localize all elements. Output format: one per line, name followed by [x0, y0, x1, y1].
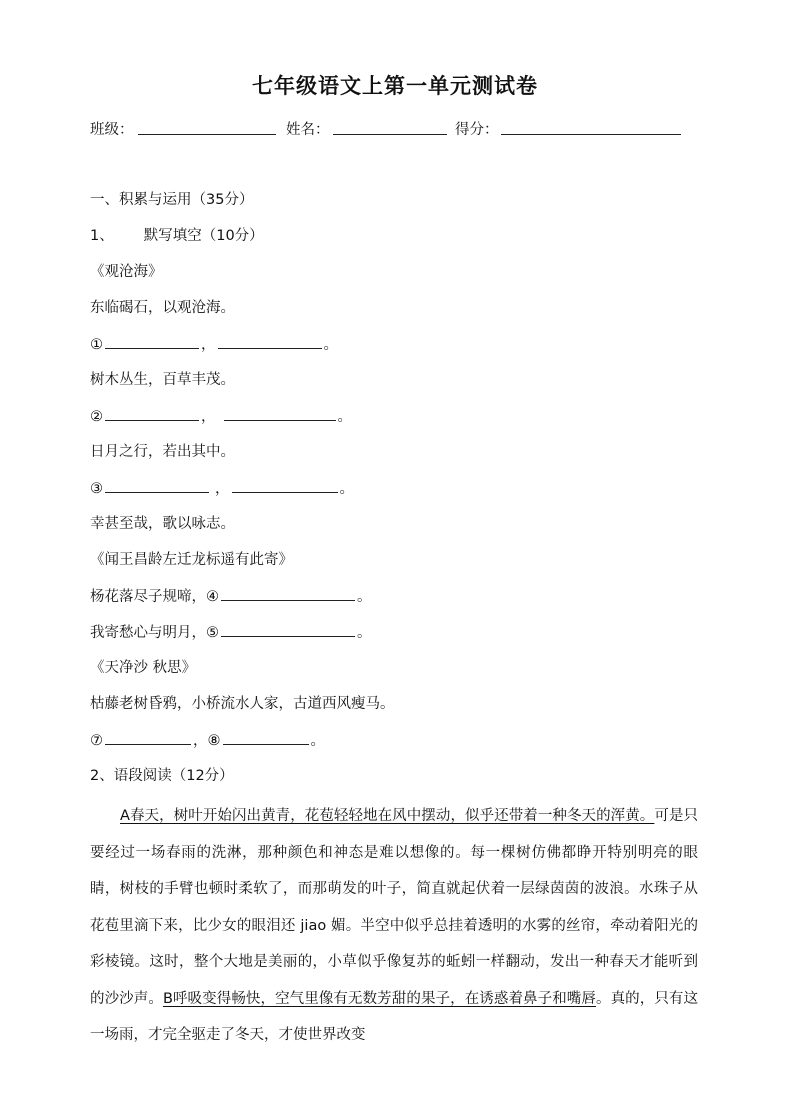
period: 。 [337, 409, 352, 425]
student-info-row [90, 118, 710, 138]
underlined-sentence-a: A春天，树叶开始闪出黄青，花苞轻轻地在风中摆动，似乎还带着一种冬天的浑黄。 [120, 808, 655, 824]
blank-field[interactable] [105, 406, 199, 421]
blank-marker: ⑧ [207, 733, 221, 749]
blank-field[interactable] [221, 586, 355, 601]
blank-marker: ③ [90, 481, 103, 497]
blank-field[interactable] [224, 406, 336, 421]
comma: ， [215, 481, 230, 497]
comma: ， [193, 733, 208, 749]
poem-line: 杨花落尽子规啼，④ [90, 589, 219, 605]
poem-title: 《观沧海》 [90, 264, 163, 280]
period: 。 [323, 337, 338, 353]
reading-passage [90, 798, 698, 1054]
comma: ， [201, 337, 216, 353]
period: 。 [357, 625, 372, 641]
section-heading: 一、积累与运用（35分） [90, 192, 254, 208]
poem-line: 我寄愁心与明月，⑤ [90, 625, 219, 641]
period: 。 [339, 481, 354, 497]
poem-line: 枯藤老树昏鸦，小桥流水人家，古道西风瘦马。 [90, 696, 395, 712]
question-1-heading [90, 226, 264, 246]
blank-field[interactable] [105, 334, 199, 349]
name-field[interactable] [333, 120, 447, 135]
question-2-heading: 2、语段阅读（12分） [90, 768, 234, 784]
fill-blank-row [90, 730, 325, 751]
fill-blank-row [90, 406, 352, 427]
poem-line: 日月之行，若出其中。 [90, 444, 235, 460]
passage-text: 。真的，只有这一场雨，才完全驱走了冬天，才使世界改变 [90, 990, 699, 1043]
comma: ， [201, 409, 216, 425]
name-label: 姓名： [286, 122, 330, 138]
poem-title: 《闻王昌龄左迁龙标遥有此寄》 [90, 552, 293, 568]
blank-field[interactable] [221, 622, 355, 637]
blank-field[interactable] [105, 478, 209, 493]
blank-field[interactable] [105, 730, 191, 745]
blank-marker: ⑦ [90, 733, 103, 749]
blank-field[interactable] [218, 334, 322, 349]
poem-line: 树木丛生，百草丰茂。 [90, 372, 235, 388]
period: 。 [310, 733, 325, 749]
poem-line: 东临碣石，以观沧海。 [90, 300, 235, 316]
class-field[interactable] [138, 120, 276, 135]
question-text: 默写填空（10分） [143, 228, 264, 244]
period: 。 [357, 589, 372, 605]
page-title: 七年级语文上第一单元测试卷 [252, 73, 538, 98]
fill-blank-row [90, 334, 338, 355]
blank-marker: ① [90, 337, 103, 353]
fill-blank-row [90, 622, 372, 643]
question-number: 1、 [90, 228, 114, 244]
blank-field[interactable] [232, 478, 338, 493]
poem-title: 《天净沙 秋思》 [90, 660, 197, 676]
passage-text: 可是只要经过一场春雨的洗淋，那种颜色和神态是难以想像的。每一棵树仿佛都睁开特别明亮的眼睛，树枝的手臂也顿时柔软了，而那萌发的叶子，简直就起伏着一层绿茵茵的波浪。水珠子从花苞里滴下来，比少女的眼泪还 jiao 媚。半空中似乎总挂着透明的水雾的丝帘，牵动着阳光的彩棱镜。这时，整个大地是美丽的，小草似乎像复苏的蚯蚓一样翻动，发出一种春天才能听到的沙沙声。 [90, 808, 699, 1007]
class-label: 班级： [90, 122, 134, 138]
blank-field[interactable] [223, 730, 309, 745]
score-label: 得分： [455, 122, 499, 138]
poem-line: 幸甚至哉，歌以咏志。 [90, 516, 235, 532]
fill-blank-row [90, 478, 354, 499]
score-field[interactable] [501, 120, 681, 135]
blank-marker: ② [90, 409, 103, 425]
underlined-sentence-b: B呼吸变得畅快，空气里像有无数芳甜的果子，在诱惑着鼻子和嘴唇 [162, 990, 596, 1007]
fill-blank-row [90, 586, 372, 607]
